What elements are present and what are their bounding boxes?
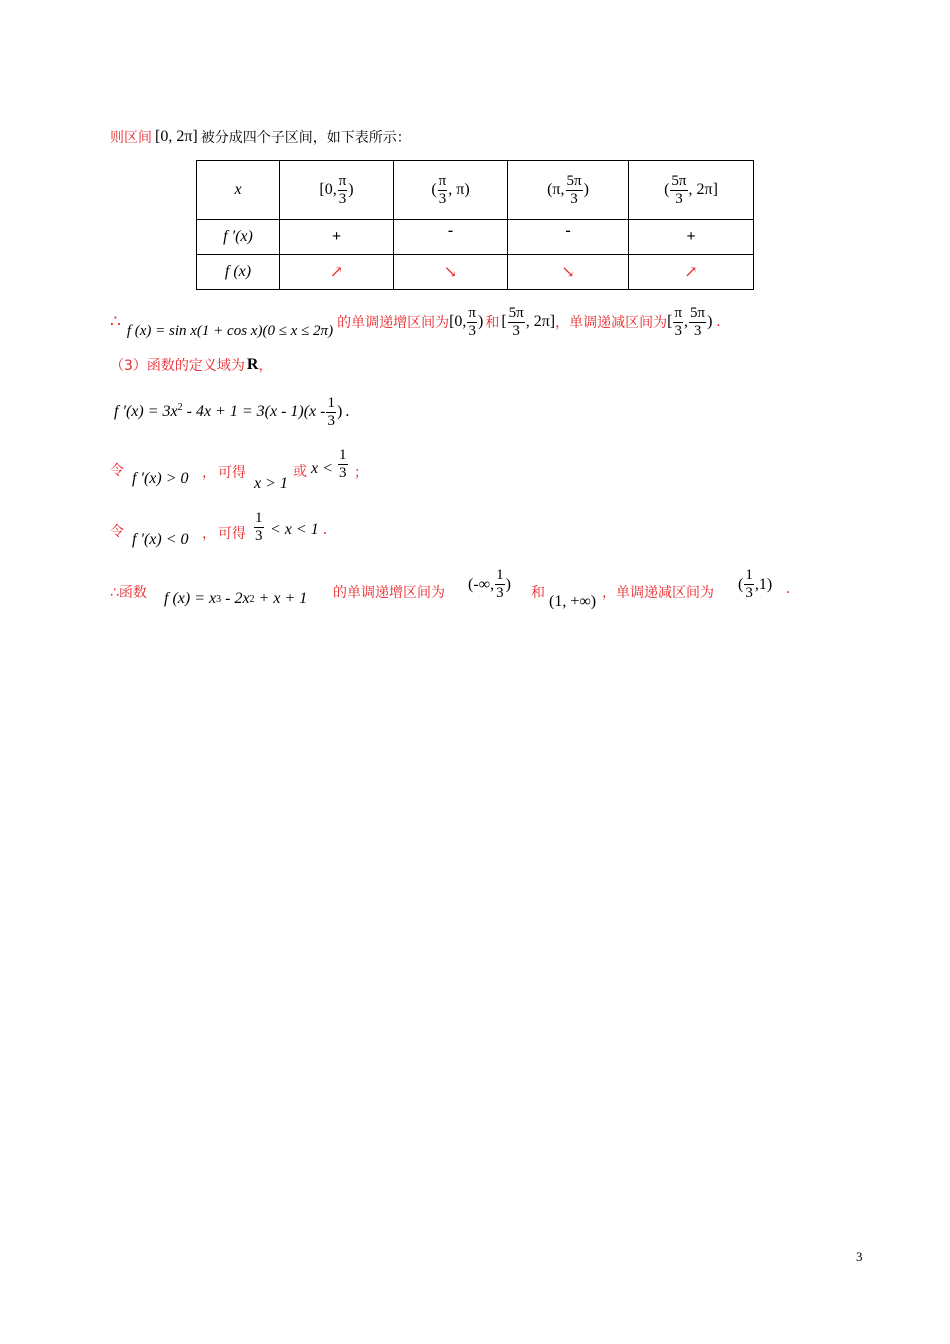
semicolon: ； <box>354 465 368 481</box>
intro-interval: [0, 2π] <box>155 128 198 145</box>
sign-cell-3: - <box>508 220 629 255</box>
decreasing-arrow-icon: ↘ <box>508 255 629 290</box>
derivative-close: ) <box>336 403 343 420</box>
derivative-fraction: $\frac{1}{3}$ <box>327 394 335 429</box>
therefore-function-text: ∴函数 <box>110 585 147 601</box>
page-number: 3 <box>856 1249 863 1264</box>
table-row <box>197 220 754 255</box>
increasing-arrow-icon: ↗ <box>280 255 394 290</box>
conclusion-2 <box>110 568 810 616</box>
sign-cell-4: + <box>629 220 754 255</box>
derivative-line <box>114 390 349 434</box>
dec-text: ，单调递减区间为 <box>602 585 714 601</box>
end-period: . <box>323 521 327 538</box>
ling-text: 令 <box>110 524 124 540</box>
derivative-lhs: f ′(x) = 3x <box>114 403 178 420</box>
table-row <box>197 161 754 220</box>
inc-text: 的单调递增区间为 <box>337 315 450 331</box>
inc-interval-2: [ $\frac{5\pi}{3}$ , 2π] <box>501 304 556 339</box>
header-x: x <box>197 161 280 220</box>
comma: ， <box>202 465 216 481</box>
end-period: . <box>716 313 721 330</box>
intro-text: 则区间 <box>110 130 152 146</box>
interval-cell-4: ( $\frac{5\pi}{3}$ , 2π] <box>629 161 754 220</box>
kede-text: 可得 <box>218 465 246 481</box>
row-label-f: f (x) <box>197 255 280 290</box>
comma: ， <box>202 526 216 542</box>
inc-text: 的单调递增区间为 <box>333 585 445 601</box>
part3-line <box>110 355 272 375</box>
kede-text: 可得 <box>218 526 246 542</box>
solution-x-lt: x < <box>311 460 333 477</box>
conclusion-1 <box>110 300 720 344</box>
and-text: 和 <box>485 315 500 331</box>
therefore-symbol: ∴ <box>110 312 121 331</box>
inc-interval-1: [0, $\frac{\pi}{3}$ ) <box>449 304 484 339</box>
condition-2 <box>110 509 410 557</box>
increasing-arrow-icon: ↗ <box>629 255 754 290</box>
intro-line <box>110 127 411 147</box>
fraction-one-third: $\frac{1}{3}$ <box>255 510 263 544</box>
sign-cell-1: + <box>280 220 394 255</box>
interval-cell-2: ( $\frac{\pi}{3}$ , π) <box>394 161 508 220</box>
huo-text: 或 <box>293 464 307 480</box>
and-text: 和 <box>531 585 545 601</box>
derivative-exponent: 2 <box>177 401 183 413</box>
inc-interval-2: (1, +∞) <box>549 593 597 610</box>
dec-text: ，单调递减区间为 <box>555 315 668 331</box>
solution-range: < x < 1 <box>270 521 319 538</box>
inc-interval-1: (-∞, $\frac{1}{3}$ ) <box>468 567 511 601</box>
derivative-mid: - 4x + 1 = 3(x - 1)(x - <box>182 403 326 420</box>
condition-1 <box>110 448 410 496</box>
interval-cell-3: (π, $\frac{5\pi}{3}$ ) <box>508 161 629 220</box>
row-label-fprime: f ′(x) <box>197 220 280 255</box>
intro-text-2: 被分成四个子区间，如下表所示： <box>200 130 411 146</box>
end-period: . <box>786 580 790 597</box>
function-polynomial: f (x) = x 3 - 2x 2 + x + 1 <box>164 590 308 607</box>
dec-interval: ( $\frac{1}{3}$ ,1) <box>738 567 773 601</box>
monotonicity-table <box>196 160 754 290</box>
fprime-negative: f ′(x) < 0 <box>132 531 189 548</box>
dec-interval: [ $\frac{\pi}{3}$ , $\frac{5\pi}{3}$ ) <box>667 304 713 339</box>
table-row <box>197 255 754 290</box>
part3-label: （3）函数的定义域为 <box>110 358 245 374</box>
sign-cell-2: - <box>394 220 508 255</box>
fprime-positive: f ′(x) > 0 <box>132 470 189 487</box>
part3-comma: ， <box>258 358 273 374</box>
ling-text: 令 <box>110 463 124 479</box>
derivative-end: . <box>345 403 350 420</box>
solution-x-gt-1: x > 1 <box>254 475 288 492</box>
real-set-R: R <box>246 356 259 373</box>
decreasing-arrow-icon: ↘ <box>394 255 508 290</box>
function-sin: f (x) = sin x(1 + cos x)(0 ≤ x ≤ 2π) <box>126 322 334 339</box>
fraction-one-third: $\frac{1}{3}$ <box>339 447 347 481</box>
interval-cell-1: [0, $\frac{\pi}{3}$ ) <box>280 161 394 220</box>
